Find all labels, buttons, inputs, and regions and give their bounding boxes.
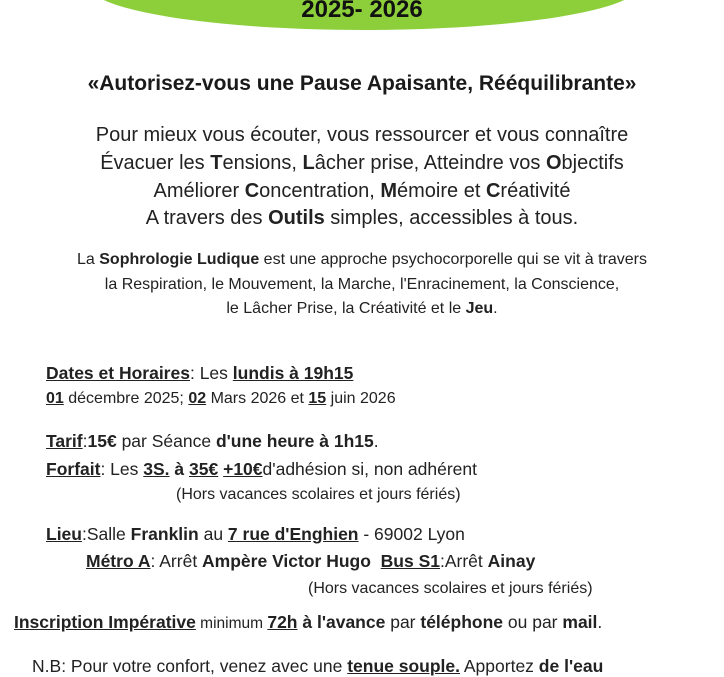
nb-line: N.B: Pour votre confort, venez avec une tenue souple. Apportez de l'eau (32, 656, 604, 676)
metro-note: (Hors vacances scolaires et jours fériés) (308, 580, 593, 597)
sophrologie-line-3: le Lâcher Prise, la Créativité et le Jeu. (226, 300, 498, 317)
intro-line-2: Évacuer les Tensions, Lâcher prise, Atteindre vos Objectifs (100, 152, 624, 174)
season-year: 2025- 2026 (301, 0, 423, 23)
intro-line-1: Pour mieux vous écouter, vous ressourcer et vous connaître (95, 124, 629, 146)
dates-horaires-line: Dates et Horaires: Les lundis à 19h15 (46, 363, 354, 383)
intro-line-4: A travers des Outils simples, accessibles à tous. (145, 207, 579, 229)
lieu-line: Lieu:Salle Franklin au 7 rue d'Enghien - 69002 Lyon (46, 524, 465, 544)
metro-line: Métro A: Arrêt Ampère Victor Hugo Bus S1:Arrêt Ainay (86, 551, 536, 571)
sophrologie-line-2: la Respiration, le Mouvement, la Marche, l'Enracinement, la Conscience, (104, 276, 620, 293)
intro-line-3: Améliorer Concentration, Mémoire et Créativité (153, 180, 571, 202)
tagline-quote: «Autorisez-vous une Pause Apaisante, Rééquilibrante» (87, 72, 637, 95)
tarif-line: Tarif:15€ par Séance d'une heure à 1h15. (46, 431, 379, 451)
forfait-line: Forfait: Les 3S. à 35€ +10€d'adhésion si, non adhérent (46, 459, 477, 479)
inscription-line: Inscription Impérative minimum 72h à l'avance par téléphone ou par mail. (14, 612, 603, 632)
sophrologie-line-1: La Sophrologie Ludique est une approche psychocorporelle qui se vit à travers (77, 251, 647, 268)
forfait-note: (Hors vacances scolaires et jours fériés) (176, 486, 461, 503)
dates-list: 01 décembre 2025; 02 Mars 2026 et 15 juin 2026 (46, 390, 396, 407)
